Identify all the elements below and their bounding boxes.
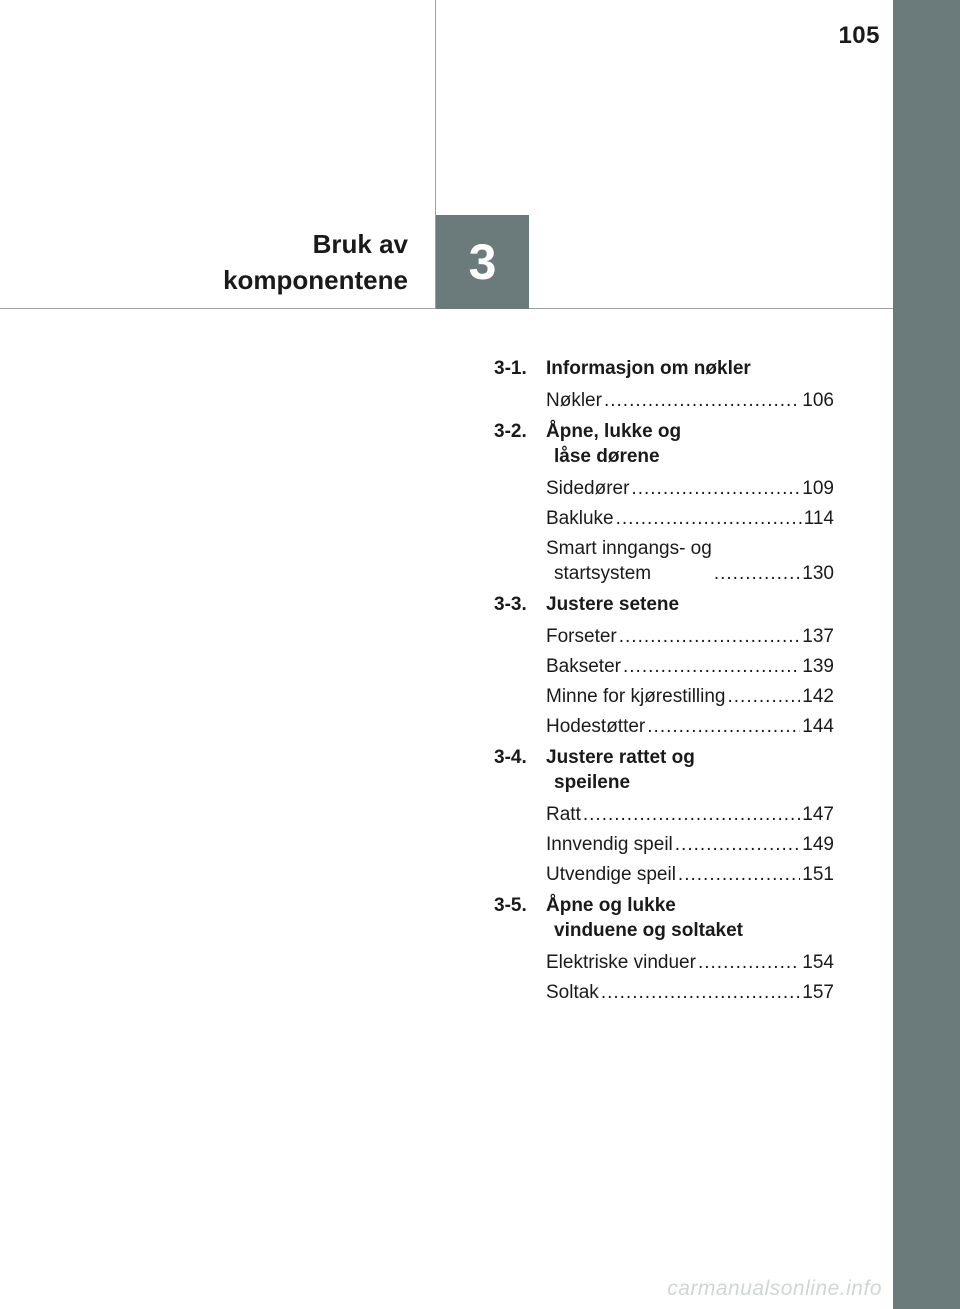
chapter-title-line2: komponentene [223,265,408,295]
toc-section [494,588,834,741]
toc-section-number: 3-1. [494,358,527,379]
toc-entry-label [546,980,599,1005]
toc-section-heading [494,352,834,385]
toc-leader-dots [647,714,800,739]
toc-leader-dots [623,654,800,679]
toc-entry-label [546,624,617,649]
chapter-side-bar [893,0,960,1309]
chapter-title [223,226,408,298]
toc-entry-label [546,862,676,887]
toc-entry-label [546,506,614,531]
toc-entry-label-line1: Smart inngangs- og [546,537,712,559]
toc-entry[interactable] [546,977,834,1007]
toc-section-title-line1: Informasjon om nøkler [546,358,751,379]
toc-section-title-line2: speilene [554,772,631,793]
toc-entry-label-line1: Utvendige speil [546,863,676,885]
toc-leader-dots [631,476,800,501]
toc-entry[interactable] [546,621,834,651]
toc-section-title [546,893,834,943]
toc-section-title [546,745,834,795]
toc-entry-page: 130 [802,562,834,584]
toc-section-heading [494,889,834,947]
toc-entry-label-line1: Soltak [546,981,599,1003]
toc-entry-label-line1: Hodestøtter [546,715,646,737]
toc-entry-page: 106 [802,389,834,411]
toc-entry-page: 157 [802,981,834,1003]
toc-entry-label-line1: Sidedører [546,477,630,499]
toc-leader-dots [678,862,800,887]
toc-entry-label [546,388,602,413]
toc-entry-label [546,950,696,975]
toc-entry-page: 142 [802,685,834,707]
toc-entry[interactable] [546,829,834,859]
toc-section-heading [494,588,834,621]
toc-entry-page: 137 [802,625,834,647]
toc-entry-page: 151 [802,863,834,885]
toc-section [494,415,834,588]
toc-leader-dots [604,388,800,413]
toc-section-number: 3-4. [494,747,527,768]
toc-entry-label-line1: Elektriske vinduer [546,951,696,973]
toc-leader-dots [698,950,800,975]
toc-entry-page: 114 [803,507,834,529]
page-number: 105 [838,22,880,49]
toc-section-number: 3-5. [494,895,527,916]
toc-entry-label-line1: Bakluke [546,507,614,529]
toc-section-heading [494,741,834,799]
toc-entry-page: 144 [802,715,834,737]
watermark: carmanualsonline.info [667,1277,882,1300]
toc-leader-dots [616,506,802,531]
toc-entry-label [546,476,629,501]
toc-entry[interactable] [546,859,834,889]
toc-section-title-line2: låse dørene [554,446,660,467]
toc-entry[interactable] [546,385,834,415]
toc-entry[interactable] [546,799,834,829]
toc-entry-page: 139 [802,655,834,677]
toc-section-heading [494,415,834,473]
toc-entry-label [546,684,726,709]
chapter-number-badge: 3 [436,215,529,309]
toc-entry[interactable] [546,711,834,741]
toc-section [494,889,834,1007]
toc-leader-dots [728,684,801,709]
toc-entry-label [546,654,621,679]
toc-entry[interactable] [546,473,834,503]
toc-section-title [546,419,834,469]
toc-entry[interactable] [546,651,834,681]
toc-entry[interactable] [546,533,834,588]
chapter-title-line1: Bruk av [312,229,408,259]
toc-leader-dots [583,802,800,827]
toc-entry[interactable] [546,681,834,711]
toc-entry-page: 154 [802,951,834,973]
toc-section [494,352,834,415]
toc-entry[interactable] [546,947,834,977]
toc-section-title-line1: Justere setene [546,594,680,615]
toc-leader-dots [675,832,801,857]
toc-entry[interactable] [546,503,834,533]
toc-entry-label [546,714,645,739]
toc-entry-label-line2: startsystem [554,562,652,584]
toc-section-title-line1: Justere rattet og [546,747,695,768]
toc-entry-page: 109 [802,477,834,499]
toc-section [494,741,834,889]
toc-section-title-line2: vinduene og soltaket [554,920,743,941]
toc-entry-label [546,536,712,586]
toc-entry-label [546,832,673,857]
table-of-contents [494,352,834,1007]
toc-section-title-line1: Åpne og lukke [546,895,676,916]
toc-entry-label-line1: Nøkler [546,389,602,411]
toc-leader-dots [714,561,800,586]
toc-entry-page: 149 [802,833,834,855]
toc-entry-label-line1: Bakseter [546,655,621,677]
toc-leader-dots [619,624,801,649]
toc-section-title [546,592,834,617]
toc-entry-label-line1: Innvendig speil [546,833,673,855]
toc-leader-dots [601,980,800,1005]
toc-entry-page: 147 [802,803,834,825]
toc-section-title [546,356,834,381]
toc-entry-label-line1: Ratt [546,803,581,825]
toc-section-number: 3-3. [494,594,527,615]
toc-entry-label-line1: Minne for kjørestilling [546,685,726,707]
toc-section-title-line1: Åpne, lukke og [546,421,682,442]
toc-section-number: 3-2. [494,421,527,442]
toc-entry-label-line1: Forseter [546,625,617,647]
toc-entry-label [546,802,581,827]
